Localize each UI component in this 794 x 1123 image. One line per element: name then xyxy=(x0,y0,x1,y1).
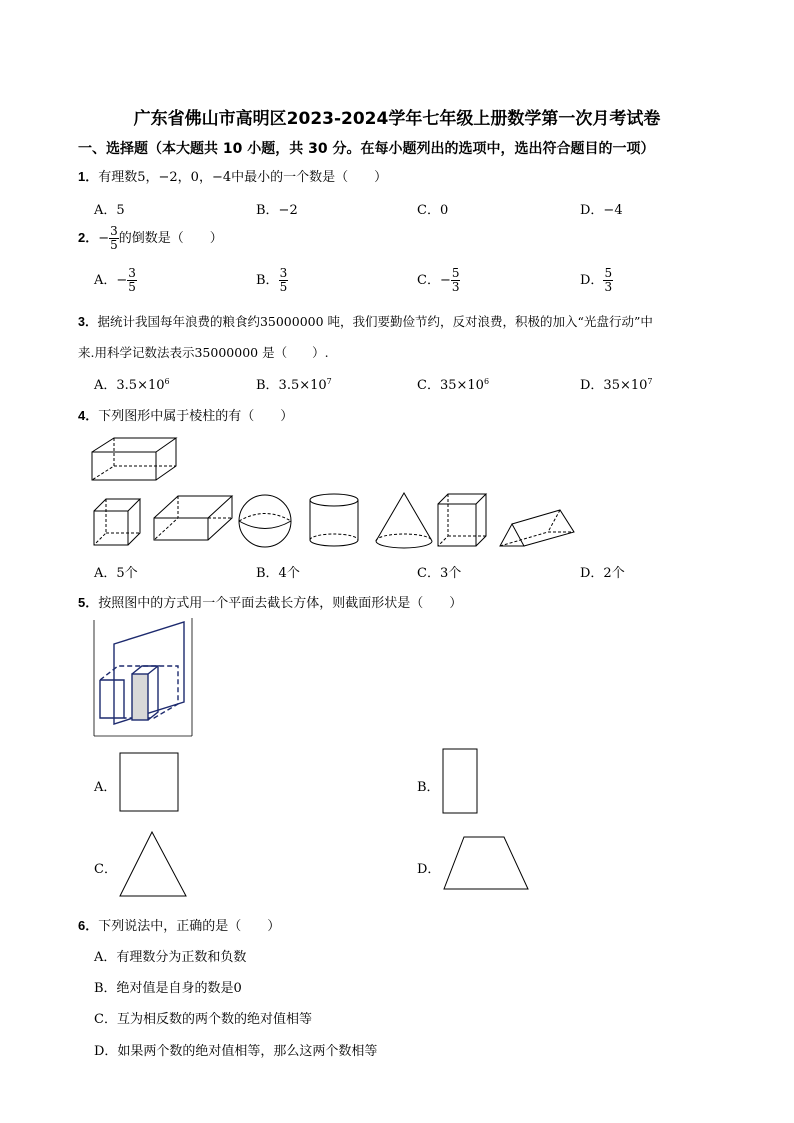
triangle-shape xyxy=(118,830,188,898)
question-number: 1． xyxy=(78,169,99,184)
q2-option-a: A．− $\frac{3}{5}$ xyxy=(94,266,136,294)
q4-option-d: D．2个 xyxy=(580,566,625,581)
q6-option-b: B．绝对值是自身的数是0 xyxy=(94,981,242,996)
rectangle-shape xyxy=(442,748,480,816)
q4-option-b: B．4个 xyxy=(256,566,300,581)
cube-figure xyxy=(92,497,142,549)
q1-option-c: C．0 xyxy=(417,203,449,218)
question-6 xyxy=(78,915,280,934)
question-5 xyxy=(78,592,462,611)
cone-figure xyxy=(374,491,436,551)
q4-option-a: A．5个 xyxy=(94,566,138,581)
question-text: 的倒数是（ ） xyxy=(118,231,223,246)
cuboid-figure xyxy=(152,494,234,544)
q6-option-d: D．如果两个数的绝对值相等，那么这两个数相等 xyxy=(94,1044,378,1059)
question-3-line-1 xyxy=(78,312,653,330)
question-number: 3． xyxy=(78,315,98,329)
section-heading-choice: 一、选择题（本大题共 10 小题，共 30 分。在每小题列出的选项中，选出符合题目的一项） xyxy=(78,141,655,157)
cuboid-section-figure xyxy=(94,618,194,738)
q1-option-b: B．−2 xyxy=(256,203,298,218)
q5-option-d: D． xyxy=(417,862,441,877)
question-number: 6． xyxy=(78,918,99,933)
question-text: 据统计我国每年浪费的粮食约35000000 吨，我们要勤俭节约，反对浪费，积极的加入“光盘行动”中 xyxy=(97,314,653,329)
negative-sign: − xyxy=(98,231,110,246)
q3-option-d: D．$35\times 10^7$ xyxy=(580,377,653,393)
q2-option-c: C．− $\frac{5}{3}$ xyxy=(417,266,460,294)
q6-option-a: A．有理数分为正数和负数 xyxy=(94,950,247,965)
question-2 xyxy=(78,225,223,252)
q1-option-a: A．5 xyxy=(94,203,125,218)
cuboid-figure-top xyxy=(90,434,180,484)
question-text: 下列说法中，正确的是（ ） xyxy=(98,919,281,934)
question-number: 5． xyxy=(78,595,99,610)
q1-option-d: D．−4 xyxy=(580,203,623,218)
question-3-line-2: 来.用科学记数法表示35000000 是（ ）. xyxy=(78,345,329,360)
square-shape xyxy=(119,752,181,814)
sphere-figure xyxy=(238,494,294,550)
q6-option-c: C．互为相反数的两个数的绝对值相等 xyxy=(94,1012,312,1027)
q2-option-b: B． $\frac{3}{5}$ xyxy=(256,266,288,294)
q3-option-b: B．$3.5\times 10^7$ xyxy=(256,377,332,393)
question-number: 2． xyxy=(78,230,99,245)
question-1 xyxy=(78,166,387,185)
q3-option-a: A．$3.5\times 10^6$ xyxy=(94,377,170,393)
question-4 xyxy=(78,405,293,424)
q4-option-c: C．3个 xyxy=(417,566,462,581)
page-title: 广东省佛山市高明区2023-2024学年七年级上册数学第一次月考试卷 xyxy=(133,109,661,129)
tall-prism-figure xyxy=(436,492,492,550)
fraction-neg-3-5: $\frac{3}{5}$ xyxy=(110,224,118,252)
q2-option-d: D． $\frac{5}{3}$ xyxy=(580,266,613,294)
q3-option-c: C．$35\times 10^6$ xyxy=(417,377,490,393)
question-number: 4． xyxy=(78,408,99,423)
cylinder-figure xyxy=(308,493,360,549)
q5-option-a: A． xyxy=(94,780,117,795)
trapezoid-shape xyxy=(442,835,530,891)
question-text: 有理数5，−2，0，−4中最小的一个数是（ ） xyxy=(98,170,388,185)
q5-option-b: B． xyxy=(417,780,440,795)
triangular-prism-figure xyxy=(498,506,580,552)
question-text: 按照图中的方式用一个平面去截长方体，则截面形状是（ ） xyxy=(98,596,463,611)
question-text: 下列图形中属于棱柱的有（ ） xyxy=(98,409,294,424)
q5-option-c: C． xyxy=(94,862,117,877)
